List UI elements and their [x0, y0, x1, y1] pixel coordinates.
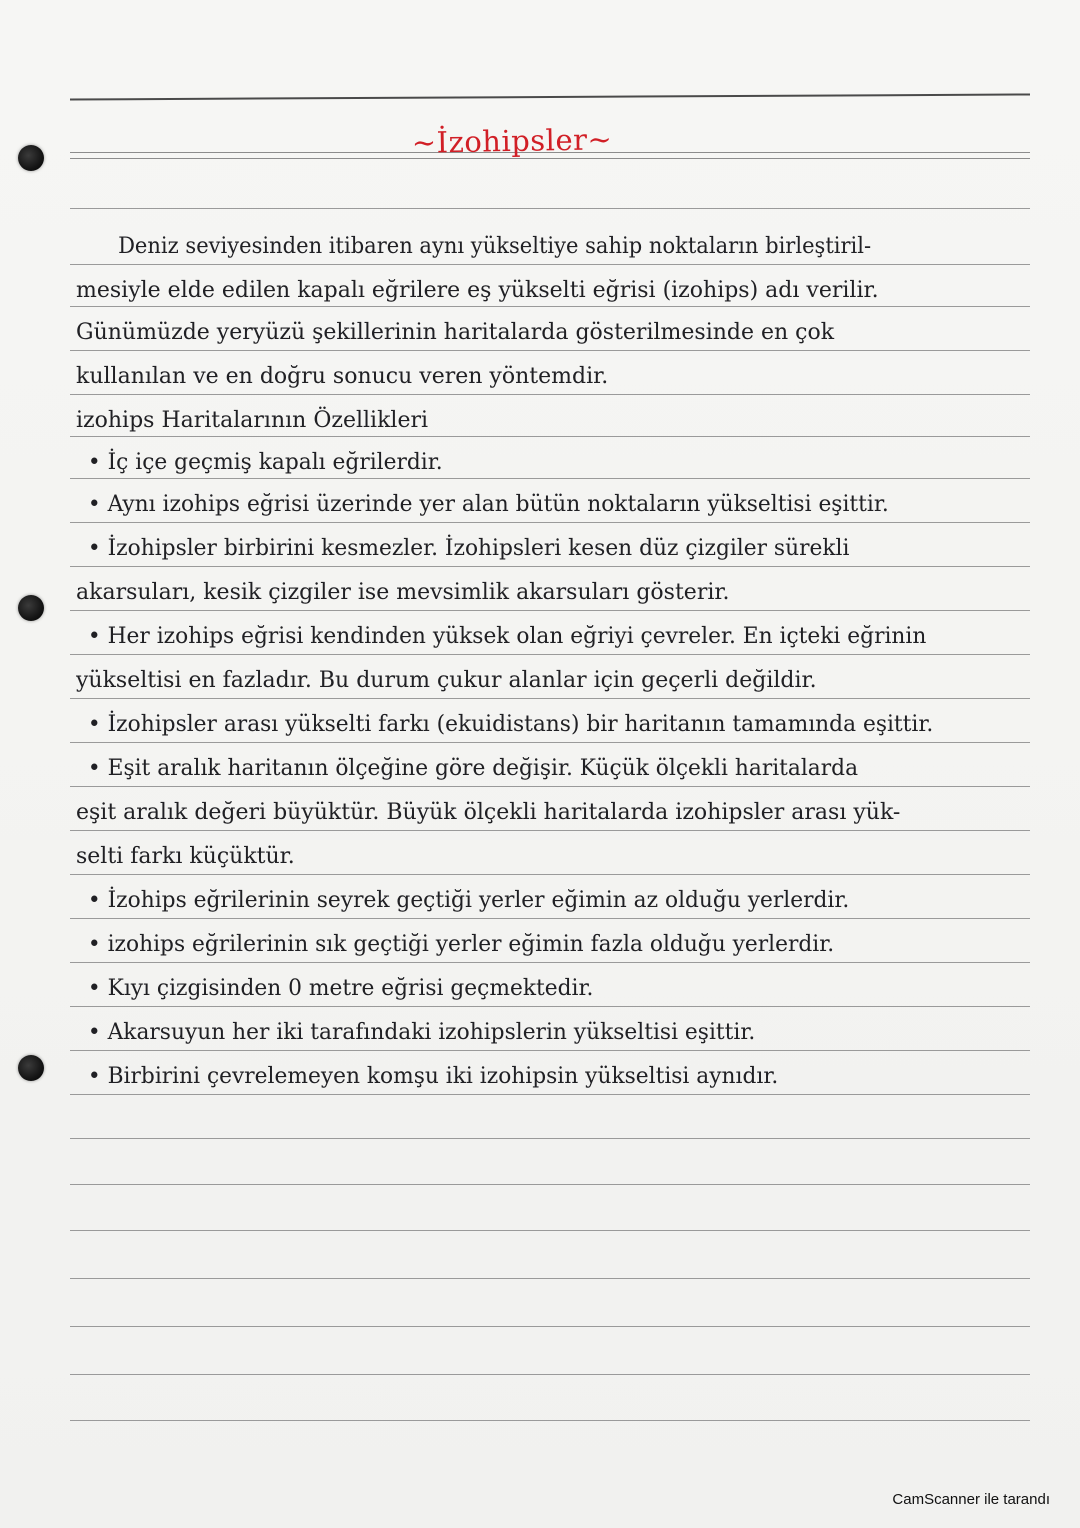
ruled-line [70, 1326, 1030, 1327]
text-line: Deniz seviyesinden itibaren aynı yükseltiye sahip noktaların birleştiril- [118, 234, 872, 259]
list-item: • İzohipsler birbirini kesmezler. İzohipsleri kesen düz çizgiler sürekli [87, 536, 850, 561]
ruled-line [70, 264, 1030, 265]
text-line: kullanılan ve en doğru sonucu veren yöntemdir. [76, 364, 609, 389]
ruled-line [70, 306, 1030, 307]
list-item: • Kıyı çizgisinden 0 metre eğrisi geçmektedir. [87, 976, 594, 1001]
ruled-line [70, 436, 1030, 437]
ruled-line [70, 610, 1030, 611]
list-item: • Akarsuyun her iki tarafındaki izohipslerin yükseltisi eşittir. [87, 1020, 756, 1045]
ruled-line [70, 350, 1030, 351]
ruled-line [70, 874, 1030, 875]
ruled-line [70, 394, 1030, 395]
ruled-line [70, 566, 1030, 567]
ruled-line [70, 654, 1030, 655]
list-item-continuation: eşit aralık değeri büyüktür. Büyük ölçekli haritalarda izohipsler arası yük- [76, 800, 901, 825]
ruled-line [70, 1184, 1030, 1185]
list-item: • İç içe geçmiş kapalı eğrilerdir. [87, 450, 443, 475]
ruled-line [70, 1006, 1030, 1007]
list-item: • Birbirini çevrelemeyen komşu iki izohipsin yükseltisi aynıdır. [87, 1064, 779, 1089]
list-item: • İzohipsler arası yükselti farkı (ekuidistans) bir haritanın tamamında eşittir. [87, 712, 934, 737]
ruled-line [70, 786, 1030, 787]
list-item: • izohips eğrilerinin sık geçtiği yerler eğimin fazla olduğu yerlerdir. [87, 932, 835, 957]
ruled-line [70, 918, 1030, 919]
ruled-line [70, 1278, 1030, 1279]
ruled-line [70, 208, 1030, 209]
ruled-line [70, 1138, 1030, 1139]
ruled-line [70, 478, 1030, 479]
ruled-line [70, 698, 1030, 699]
ruled-line [70, 830, 1030, 831]
list-item: • İzohips eğrilerinin seyrek geçtiği yerler eğimin az olduğu yerlerdir. [87, 888, 850, 913]
ruled-line [70, 1050, 1030, 1051]
ruled-line [70, 1230, 1030, 1231]
list-item-continuation: akarsuları, kesik çizgiler ise mevsimlik akarsuları gösterir. [76, 580, 730, 605]
text-line: Günümüzde yeryüzü şekillerinin haritalarda gösterilmesinde en çok [76, 320, 835, 345]
list-item: • Eşit aralık haritanın ölçeğine göre değişir. Küçük ölçekli haritalarda [87, 756, 859, 781]
ruled-line [70, 962, 1030, 963]
scanner-watermark: CamScanner ile tarandı [892, 1491, 1050, 1508]
list-item: • Her izohips eğrisi kendinden yüksek olan eğriyi çevreler. En içteki eğrinin [87, 624, 927, 649]
list-item: • Aynı izohips eğrisi üzerinde yer alan bütün noktaların yükseltisi eşittir. [87, 492, 889, 517]
page-title: ~İzohipsler~ [411, 122, 613, 160]
ruled-line [70, 1374, 1030, 1375]
section-heading: izohips Haritalarının Özellikleri [76, 408, 429, 433]
binder-hole-icon [18, 595, 44, 621]
text-line: mesiyle elde edilen kapalı eğrilere eş yükselti eğrisi (izohips) adı verilir. [76, 278, 879, 303]
list-item-continuation: yükseltisi en fazladır. Bu durum çukur alanlar için geçerli değildir. [76, 668, 817, 693]
ruled-line [70, 522, 1030, 523]
list-item-continuation: selti farkı küçüktür. [76, 844, 295, 869]
ruled-line [70, 1094, 1030, 1095]
ruled-line [70, 742, 1030, 743]
binder-hole-icon [18, 1055, 44, 1081]
ruled-line [70, 93, 1030, 100]
ruled-line [70, 1420, 1030, 1421]
